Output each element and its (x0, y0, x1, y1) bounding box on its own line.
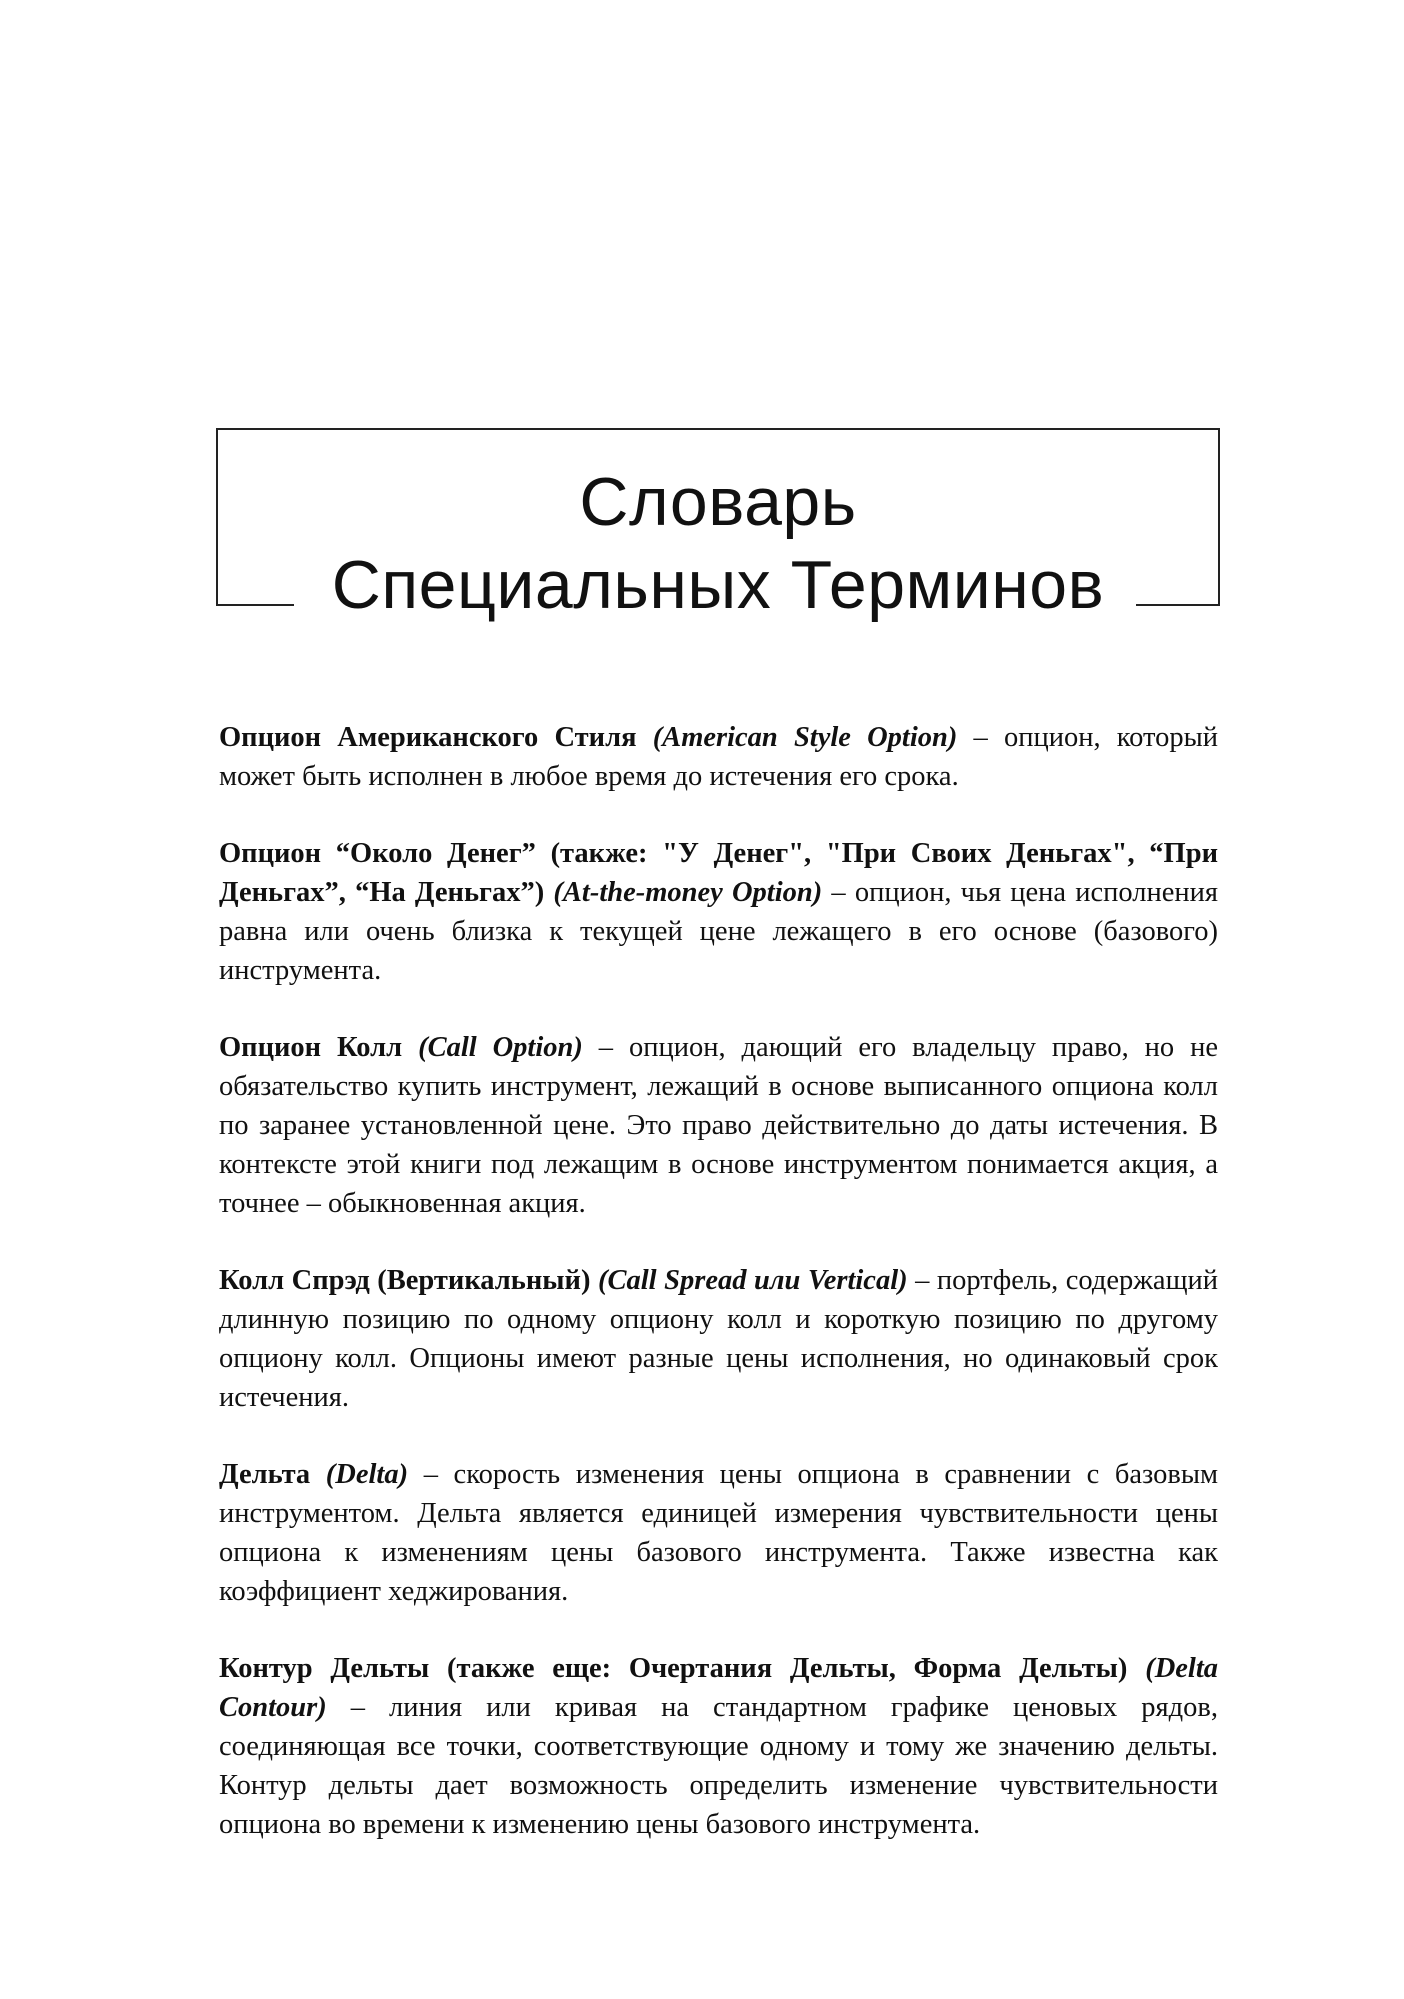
glossary-term: Контур Дельты (также еще: Очертания Дельты, Форма Дельты) (219, 1653, 1128, 1684)
glossary-term: Опцион Колл (219, 1032, 403, 1063)
glossary-term-english: (Call Option) (418, 1032, 583, 1063)
glossary-entry (219, 834, 1218, 990)
glossary-entry (219, 1028, 1218, 1223)
page-title-line-1: Словарь (579, 464, 857, 540)
glossary-term-english: (Delta Contour) (219, 1653, 1219, 1723)
glossary-term-english: (Delta) (325, 1459, 409, 1490)
glossary-definition: – опцион, который может быть исполнен в любое время до истечения его срока. (219, 722, 1219, 792)
glossary-entry (219, 1261, 1218, 1417)
glossary-entry (219, 1649, 1218, 1844)
glossary-definition: – портфель, содержащий длинную позицию по одному опциону колл и короткую позицию по другому опциону колл. Опционы имеют разные цены исполнения, но одинаковый срок истечения. (219, 1265, 1219, 1413)
glossary-entry (219, 1455, 1218, 1611)
glossary-definition: – скорость изменения цены опциона в сравнении с базовым инструментом. Дельта является единицей измерения чувствительности цены опциона к изменениям цены базового инструмента. Также известна как коэффициент хеджирования. (219, 1459, 1219, 1607)
page-title-line-2: Специальных Терминов (331, 547, 1105, 623)
glossary-term: Опцион “Около Денег” (также: "У Денег", "При Своих Деньгах", “При Деньгах”, “На Деньгах”) (219, 838, 1218, 908)
glossary-term: Дельта (219, 1459, 311, 1490)
glossary-title-frame (216, 428, 1220, 623)
frame-top-border (216, 428, 1220, 430)
glossary-list (219, 718, 1218, 1882)
glossary-term: Опцион Американского Стиля (219, 722, 637, 753)
glossary-term-english: (At-the-money Option) (553, 877, 823, 908)
glossary-term-english: (American Style Option) (652, 722, 958, 753)
glossary-entry (219, 718, 1218, 796)
glossary-definition: – линия или кривая на стандартном графике ценовых рядов, соединяющая все точки, соответствующие одному и тому же значению дельты. Контур дельты дает возможность определить изменение чувствительности опциона во времени к изменению цены базового инструмента. (219, 1692, 1218, 1840)
glossary-definition: – опцион, чья цена исполнения равна или очень близка к текущей цене лежащего в его основе (базового) инструмента. (219, 877, 1219, 986)
glossary-term: Колл Спрэд (Вертикальный) (219, 1265, 591, 1296)
glossary-definition: – опцион, дающий его владельцу право, но не обязательство купить инструмент, лежащий в основе выписанного опциона колл по заранее установленной цене. Это право действительно до даты истечения. В контексте этой книги под лежащим в основе инструментом понимается акция, а точнее – обыкновенная акция. (219, 1032, 1218, 1219)
glossary-term-english: (Call Spread или Vertical) (598, 1265, 908, 1296)
